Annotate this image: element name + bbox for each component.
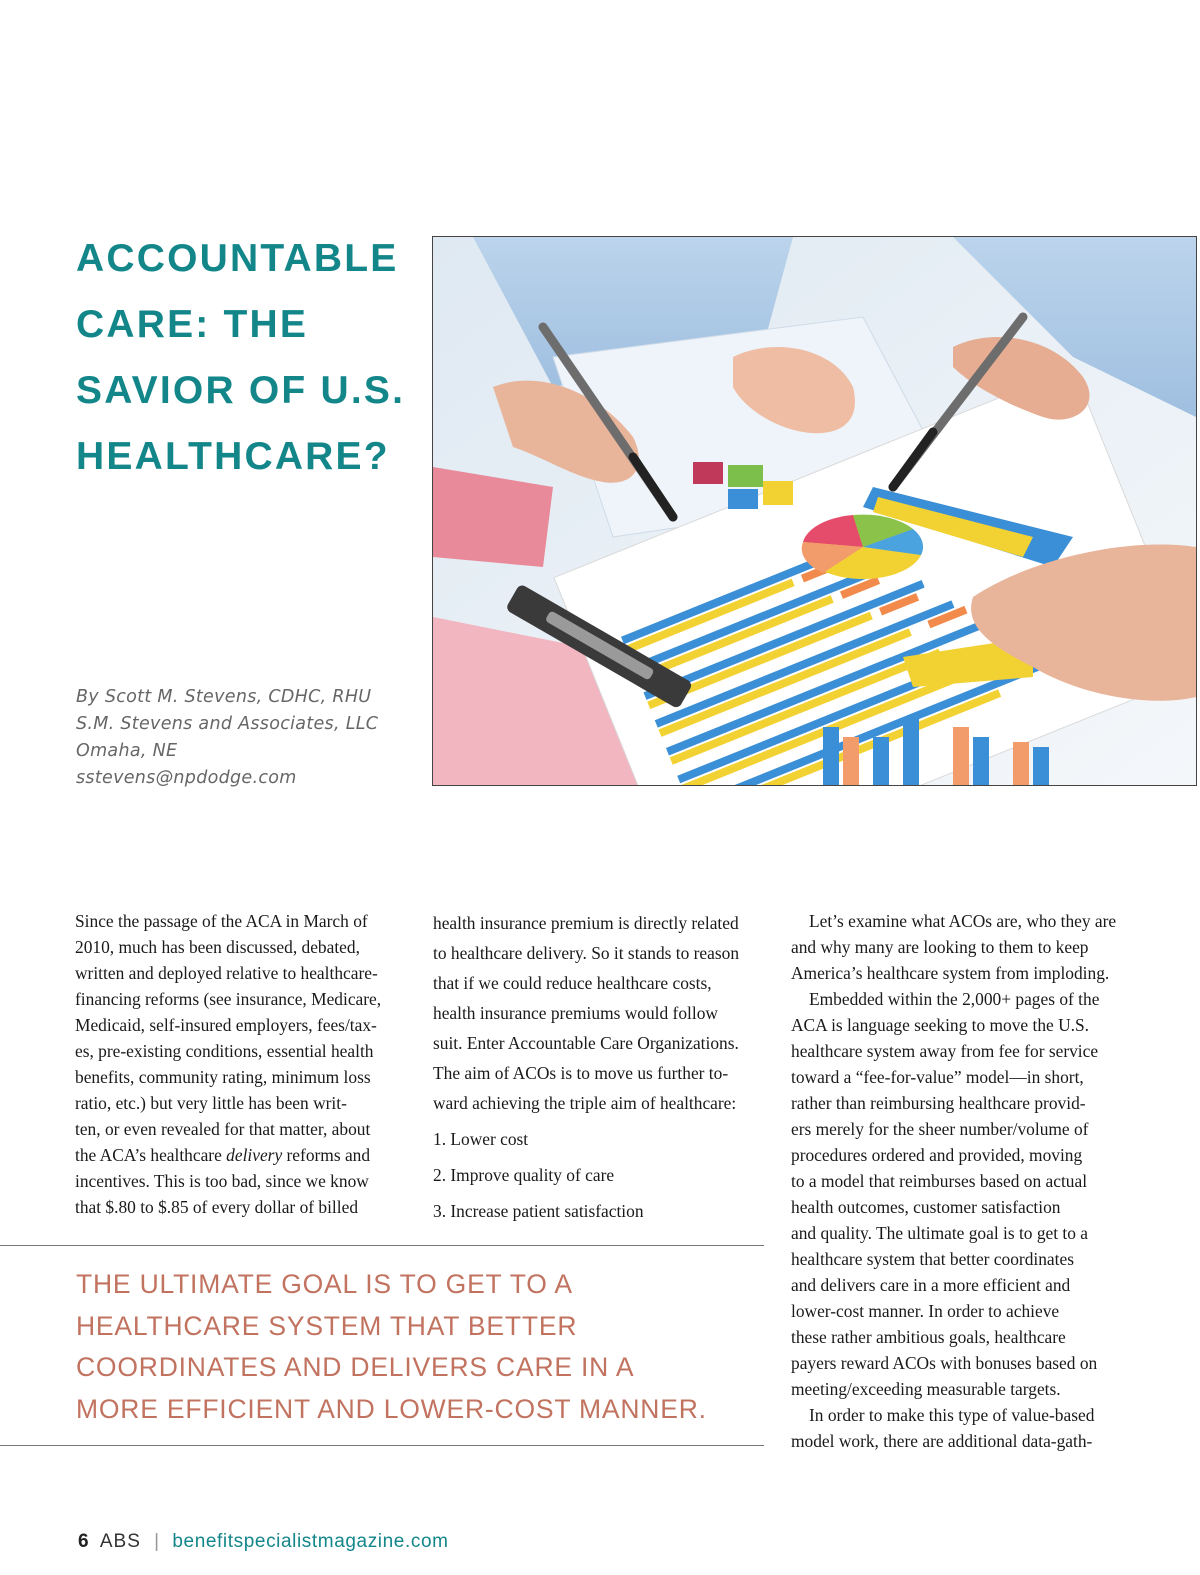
body-line: healthcare system away from fee for service xyxy=(791,1041,1099,1061)
byline-company: S.M. Stevens and Associates, LLC xyxy=(76,714,379,734)
body-line: ers merely for the sheer number/volume of xyxy=(791,1119,1089,1139)
byline-author: By Scott M. Stevens, CDHC, RHU xyxy=(76,687,372,707)
title-line: SAVIOR OF U.S. xyxy=(76,369,406,412)
body-line: suit. Enter Accountable Care Organizations. xyxy=(433,1033,739,1053)
body-line: America’s healthcare system from imploding. xyxy=(791,963,1110,983)
body-line: ward achieving the triple aim of healthcare: xyxy=(433,1093,737,1113)
body-line: 2010, much has been discussed, debated, xyxy=(75,937,360,957)
body-line: ten, or even revealed for that matter, about xyxy=(75,1119,371,1139)
body-line: financing reforms (see insurance, Medicare, xyxy=(75,989,382,1009)
body-line: healthcare system that better coordinates xyxy=(791,1249,1074,1269)
byline-email: sstevens@npdodge.com xyxy=(76,768,297,788)
body-column-1 xyxy=(75,908,405,1220)
hero-photo xyxy=(432,236,1197,786)
body-line: incentives. This is too bad, since we know xyxy=(75,1171,369,1191)
body-line: meeting/exceeding measurable targets. xyxy=(791,1379,1061,1399)
body-line: health insurance premiums would follow xyxy=(433,1003,718,1023)
body-line: ratio, etc.) but very little has been writ- xyxy=(75,1093,347,1113)
title-line: ACCOUNTABLE xyxy=(76,237,399,280)
body-line: health outcomes, customer satisfaction xyxy=(791,1197,1061,1217)
body-line: payers reward ACOs with bonuses based on xyxy=(791,1353,1098,1373)
pull-quote xyxy=(76,1264,766,1430)
footer-separator: | xyxy=(154,1531,160,1552)
page-footer xyxy=(78,1531,449,1553)
list-item: 3. Increase patient satisfaction xyxy=(433,1201,644,1221)
body-line: the ACA’s healthcare delivery reforms and xyxy=(75,1145,371,1165)
title-line: HEALTHCARE? xyxy=(76,435,390,478)
body-line: to a model that reimburses based on actual xyxy=(791,1171,1088,1191)
body-line: that if we could reduce healthcare costs, xyxy=(433,973,712,993)
body-line: health insurance premium is directly related xyxy=(433,913,739,933)
body-line: and why many are looking to them to keep xyxy=(791,937,1089,957)
list-item: 1. Lower cost xyxy=(433,1129,529,1149)
page-number: 6 xyxy=(78,1531,89,1552)
body-line: Since the passage of the ACA in March of xyxy=(75,911,368,931)
body-line: ACA is language seeking to move the U.S. xyxy=(791,1015,1090,1035)
body-line: Let’s examine what ACOs are, who they are xyxy=(809,911,1117,931)
magazine-name: ABS xyxy=(99,1531,141,1552)
body-line: written and deployed relative to healthcare- xyxy=(75,963,378,983)
body-column-3 xyxy=(791,908,1131,1454)
pullquote-line: THE ULTIMATE GOAL IS TO GET TO A xyxy=(76,1269,573,1299)
body-line: benefits, community rating, minimum loss xyxy=(75,1067,371,1087)
pullquote-line: MORE EFFICIENT AND LOWER-COST MANNER. xyxy=(76,1393,707,1424)
website-link[interactable]: benefitspecialistmagazine.com xyxy=(172,1531,449,1552)
pullquote-top-rule xyxy=(0,1245,764,1246)
body-line: toward a “fee-for-value” model—in short, xyxy=(791,1067,1084,1087)
title-line: CARE: THE xyxy=(76,303,309,346)
body-line: and delivers care in a more efficient and xyxy=(791,1275,1071,1295)
body-column-2 xyxy=(433,908,773,1226)
pullquote-line: COORDINATES AND DELIVERS CARE IN A xyxy=(76,1352,635,1382)
body-line: that $.80 to $.85 of every dollar of billed xyxy=(75,1197,359,1217)
body-line: these rather ambitious goals, healthcare xyxy=(791,1327,1066,1347)
body-line: es, pre-existing conditions, essential health xyxy=(75,1041,374,1061)
article-title xyxy=(76,226,426,490)
body-line: The aim of ACOs is to move us further to- xyxy=(433,1063,729,1083)
pullquote-line: HEALTHCARE SYSTEM THAT BETTER xyxy=(76,1310,578,1341)
charts-on-desk-illustration xyxy=(433,237,1196,785)
list-item: 2. Improve quality of care xyxy=(433,1165,615,1185)
body-line: model work, there are additional data-gath- xyxy=(791,1431,1093,1451)
body-line: rather than reimbursing healthcare provid- xyxy=(791,1093,1086,1113)
body-line: to healthcare delivery. So it stands to reason xyxy=(433,943,740,963)
author-byline xyxy=(76,684,378,792)
body-line: and quality. The ultimate goal is to get to a xyxy=(791,1223,1089,1243)
body-line: In order to make this type of value-based xyxy=(809,1405,1095,1425)
body-line: Medicaid, self-insured employers, fees/tax- xyxy=(75,1015,377,1035)
body-line: lower-cost manner. In order to achieve xyxy=(791,1301,1060,1321)
body-line: Embedded within the 2,000+ pages of the xyxy=(809,989,1100,1009)
pullquote-bottom-rule xyxy=(0,1445,764,1446)
byline-location: Omaha, NE xyxy=(76,741,178,761)
body-line: procedures ordered and provided, moving xyxy=(791,1145,1083,1165)
